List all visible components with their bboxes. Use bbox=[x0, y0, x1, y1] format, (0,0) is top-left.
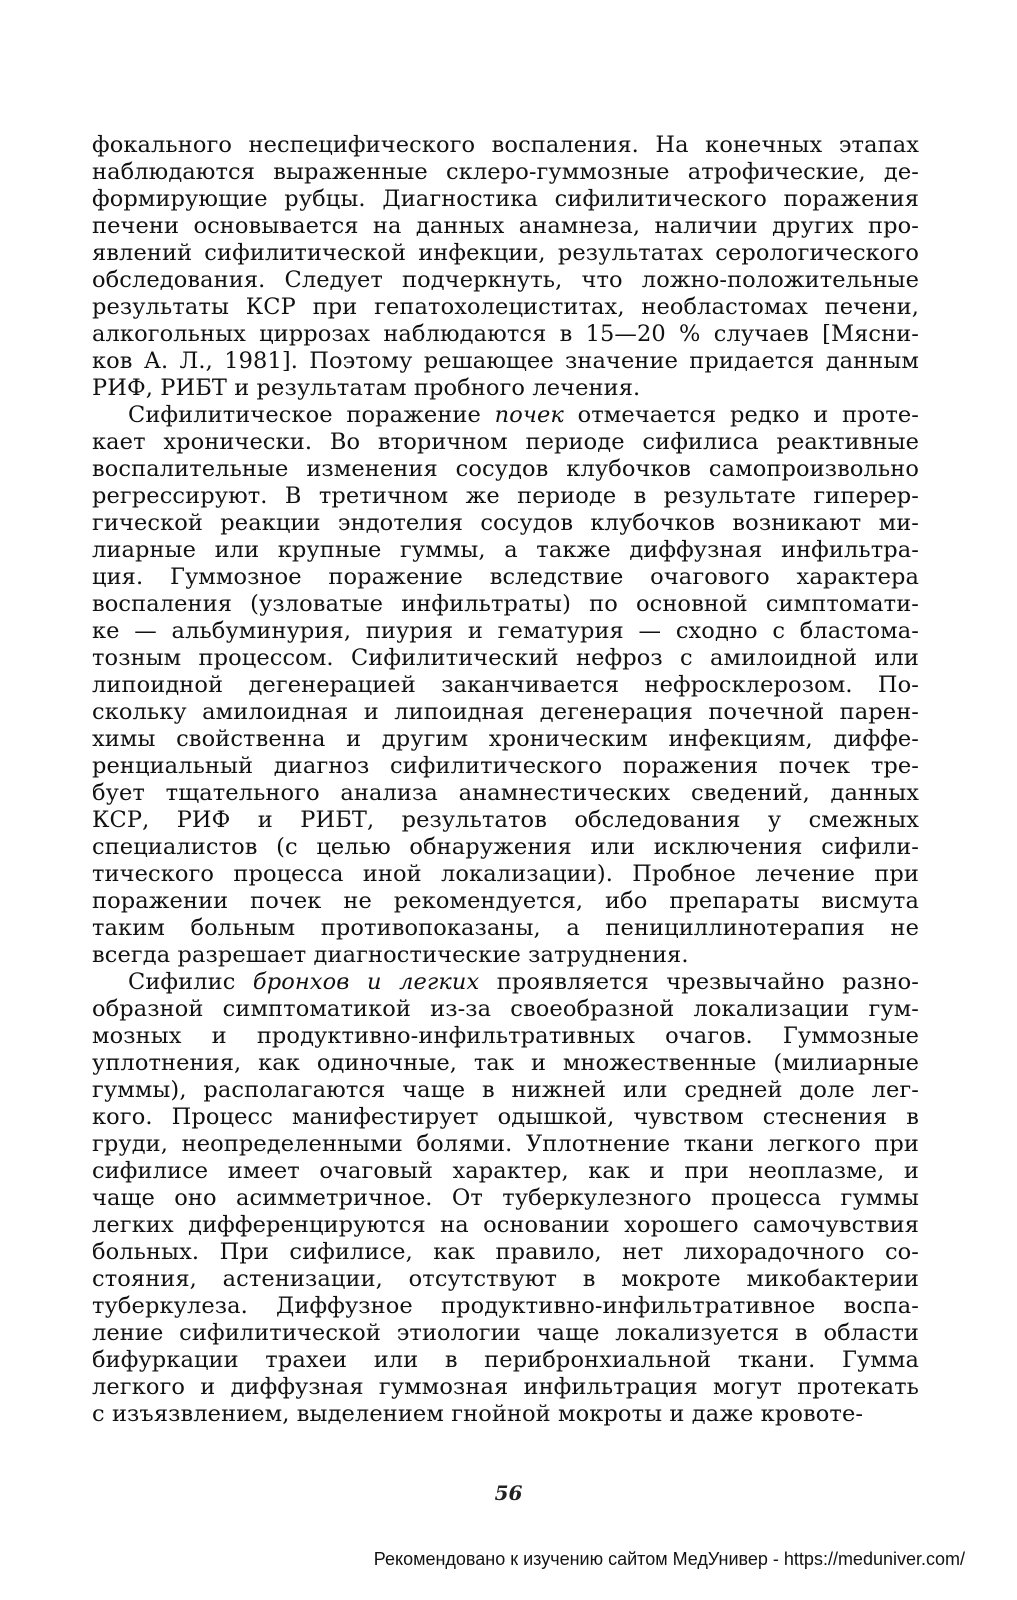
text-line: наблюдаются выраженные склеро-гуммозные атрофические, де- bbox=[92, 159, 919, 185]
text-line: КСР, РИФ и РИБТ, результатов обследования у смежных bbox=[92, 807, 919, 833]
text-line: кого. Процесс манифестирует одышкой, чувством стеснения в bbox=[92, 1104, 919, 1130]
text-line: стояния, астенизации, отсутствуют в мокроте микобактерии bbox=[92, 1266, 919, 1292]
text-line: таким больным противопоказаны, а пенициллинотерапия не bbox=[92, 915, 919, 941]
emphasis-term: почек bbox=[494, 402, 564, 428]
text-line: ция. Гуммозное поражение вследствие очагового характера bbox=[92, 564, 919, 590]
text-line: бует тщательного анализа анамнестических сведений, данных bbox=[92, 780, 919, 806]
text-line: бифуркации трахеи или в перибронхиальной ткани. Гумма bbox=[92, 1347, 919, 1373]
text-line: Сифилис бронхов и легких проявляется чрезвычайно разно- bbox=[128, 969, 919, 995]
text-line: груди, неопределенными болями. Уплотнение ткани легкого при bbox=[92, 1131, 919, 1157]
footer-recommendation: Рекомендовано к изучению сайтом МедУнивер - https://meduniver.com/ bbox=[373, 1549, 965, 1569]
text-line: скольку амилоидная и липоидная дегенерация почечной парен- bbox=[92, 699, 919, 725]
text-line: поражении почек не рекомендуется, ибо препараты висмута bbox=[92, 888, 919, 914]
text-line: туберкулеза. Диффузное продуктивно-инфильтративное воспа- bbox=[92, 1293, 919, 1319]
text-line: больных. При сифилисе, как правило, нет лихорадочного со- bbox=[92, 1239, 919, 1265]
paragraph-kidneys bbox=[92, 402, 919, 969]
text-line: ке — альбуминурия, пиурия и гематурия — сходно с бластома- bbox=[92, 618, 919, 644]
paragraph-lungs bbox=[92, 969, 919, 1428]
page-number: 56 bbox=[494, 1481, 523, 1505]
page-body bbox=[92, 132, 919, 1428]
text-line: ренциальный диагноз сифилитического поражения почек тре- bbox=[92, 753, 919, 779]
emphasis-term: бронхов и легких bbox=[252, 969, 480, 995]
text-line: лиарные или крупные гуммы, а также диффузная инфильтра- bbox=[92, 537, 919, 563]
text-line: всегда разрешает диагностические затруднения. bbox=[92, 942, 689, 968]
text-line: регрессируют. В третичном же периоде в результате гиперер- bbox=[92, 483, 919, 509]
text-line: мозных и продуктивно-инфильтративных очагов. Гуммозные bbox=[92, 1023, 919, 1049]
text-line: сифилисе имеет очаговый характер, как и при неоплазме, и bbox=[92, 1158, 919, 1184]
text-line: воспаления (узловатые инфильтраты) по основной симптомати- bbox=[92, 591, 919, 617]
text-line: РИФ, РИБТ и результатам пробного лечения. bbox=[92, 375, 641, 401]
text-line: гуммы), располагаются чаще в нижней или средней доле лег- bbox=[92, 1077, 919, 1103]
text-line: явлений сифилитической инфекции, результатах серологического bbox=[92, 240, 919, 266]
text-line: алкогольных циррозах наблюдаются в 15—20 % случаев [Мясни- bbox=[92, 321, 919, 347]
text-line: специалистов (с целью обнаружения или исключения сифили- bbox=[92, 834, 919, 860]
text-line: липоидной дегенерацией заканчивается нефросклерозом. По- bbox=[92, 672, 919, 698]
text-line: формирующие рубцы. Диагностика сифилитического поражения bbox=[92, 186, 919, 212]
text-line: ков А. Л., 1981]. Поэтому решающее значение придается данным bbox=[92, 348, 919, 374]
text-line: фокального неспецифического воспаления. На конечных этапах bbox=[92, 132, 919, 158]
text-line: кает хронически. Во вторичном периоде сифилиса реактивные bbox=[92, 429, 919, 455]
text-line: ление сифилитической этиологии чаще локализуется в области bbox=[92, 1320, 919, 1346]
text-line: печени основывается на данных анамнеза, наличии других про- bbox=[92, 213, 919, 239]
text-line: образной симптоматикой из-за своеобразной локализации гум- bbox=[92, 996, 919, 1022]
text-line: с изъязвлением, выделением гнойной мокроты и даже кровоте- bbox=[92, 1401, 864, 1427]
text-line: тозным процессом. Сифилитический нефроз с амилоидной или bbox=[92, 645, 919, 671]
text-line: химы свойственна и другим хроническим инфекциям, диффе- bbox=[92, 726, 919, 752]
text-line: Сифилитическое поражение почек отмечается редко и проте- bbox=[128, 402, 919, 428]
text-line: результаты КСР при гепатохолециститах, необластомах печени, bbox=[92, 294, 919, 320]
text-line: обследования. Следует подчеркнуть, что ложно-положительные bbox=[92, 267, 919, 293]
text-line: воспалительные изменения сосудов клубочков самопроизвольно bbox=[92, 456, 919, 482]
paragraph-liver bbox=[92, 132, 919, 402]
text-line: гической реакции эндотелия сосудов клубочков возникают ми- bbox=[92, 510, 919, 536]
text-line: легких дифференцируются на основании хорошего самочувствия bbox=[92, 1212, 919, 1238]
text-line: чаще оно асимметричное. От туберкулезного процесса гуммы bbox=[92, 1185, 919, 1211]
text-line: легкого и диффузная гуммозная инфильтрация могут протекать bbox=[92, 1374, 919, 1400]
text-line: тического процесса иной локализации). Пробное лечение при bbox=[92, 861, 919, 887]
text-line: уплотнения, как одиночные, так и множественные (милиарные bbox=[92, 1050, 919, 1076]
